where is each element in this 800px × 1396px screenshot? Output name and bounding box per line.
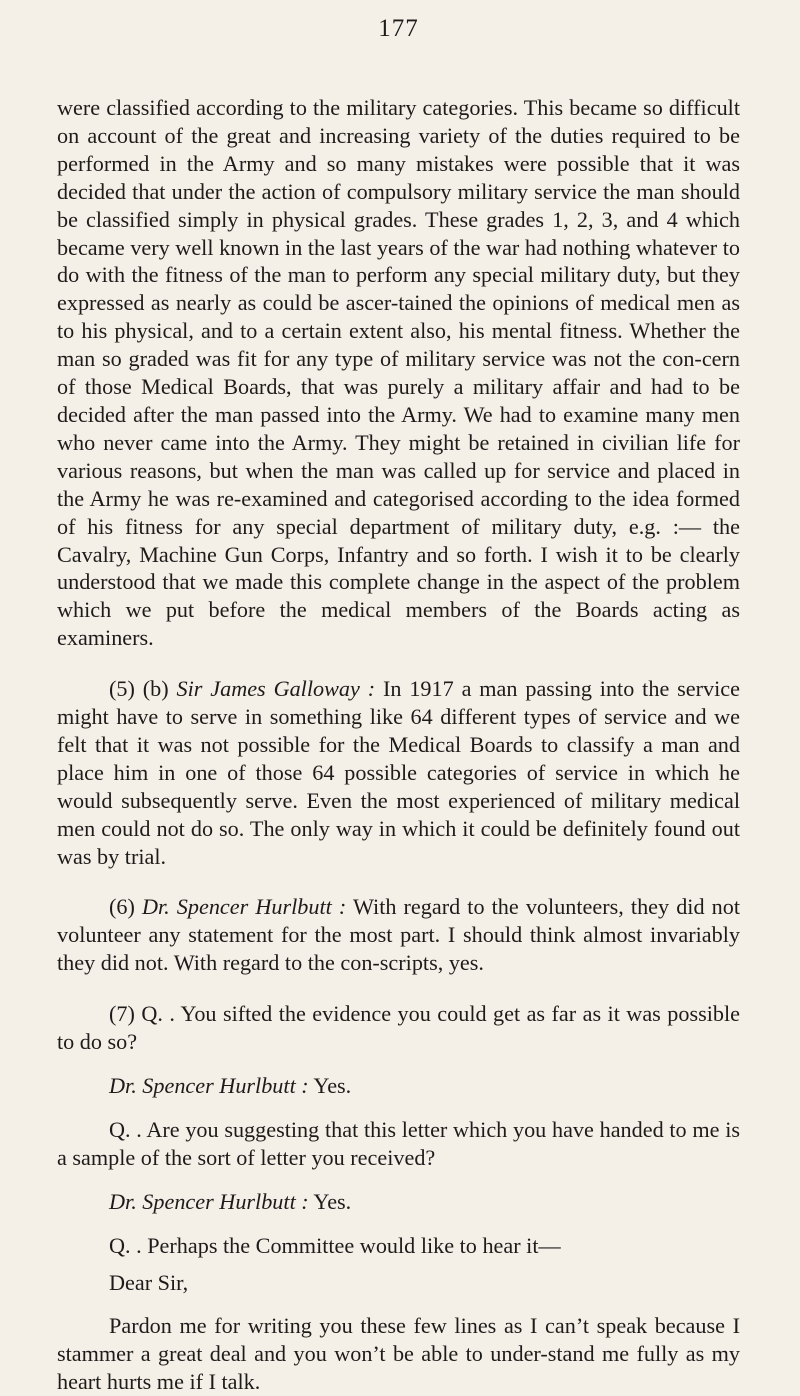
question-committee-hear: Q. . Perhaps the Committee would like to hear it— [109,1232,561,1258]
paragraph-hurlbutt-volunteers [57,893,740,977]
question-letter-sample: Q. . Are you suggesting that this letter which you have handed to me is a sample of the sort of letter you received? [57,1116,740,1170]
answer-yes-1 [57,1072,740,1100]
answer-text: With regard to the volunteers, they did not volunteer any statement for the most part. I should think almost invariably they did not. With regard to the con-scripts, yes. [57,894,740,976]
speaker-name: Dr. Spencer Hurlbutt : [141,894,347,920]
page-number: 177 [378,15,419,42]
answer-text: Yes. [308,1188,352,1214]
letter-body: Pardon me for writing you these few lines as I can’t speak because I stammer a great deal and you won’t be able to under-stand me fully as my heart hurts me if I talk. [57,1313,740,1395]
paragraph-galloway-answer [57,675,740,870]
question-number: (6) [109,894,142,920]
question-sifted-evidence: (7) Q. . You sifted the evidence you could get as far as it was possible to do so? [57,1001,740,1055]
speaker-name: Dr. Spencer Hurlbutt : [109,1188,309,1214]
answer-text: In 1917 a man passing into the service might have to serve in something like 64 different types of service and we felt that it was not possible for the Medical Boards to classify a man and place him in one of those 64 possible categories of service in which he would subsequently serve. Even the most experienced of military medical men could not do so. The only way in which it could be definitely found out was by trial. [57,676,740,869]
answer-yes-2 [57,1188,740,1216]
speaker-name: Dr. Spencer Hurlbutt : [109,1073,309,1098]
letter-salutation: Dear Sir, [109,1269,189,1295]
question-number: (5) (b) [109,676,177,702]
answer-text: Yes. [308,1073,352,1098]
speaker-name: Sir James Galloway : [176,676,376,702]
paragraph-classification: were classified according to the military categories. This became so difficult on account of the great and increasing variety of the duties required to be performed in the Army and so many mistakes were possible that it was decided that under the action of compulsory military service the man should be classified simply in physical grades. These grades 1, 2, 3, and 4 which became very well known in the last years of the war had nothing whatever to do with the fitness of the man to perform any special military duty, but they expressed as nearly as could be ascer-tained the opinions of medical men as to his physical, and to a certain extent also, his mental fitness. Whether the man so graded was fit for any type of military service was not the con-cern of those Medical Boards, that was purely a military affair and had to be decided after the man passed into the Army. We had to examine many men who never came into the Army. They might be retained in civilian life for various reasons, but when the man was called up for service and placed in the Army he was re-examined and categorised according to the idea formed of his fitness for any special department of military duty, e.g. :— the Cavalry, Machine Gun Corps, Infantry and so forth. I wish it to be clearly understood that we made this complete change in the aspect of the problem which we put before the medical members of the Boards acting as examiners. [57,95,740,651]
